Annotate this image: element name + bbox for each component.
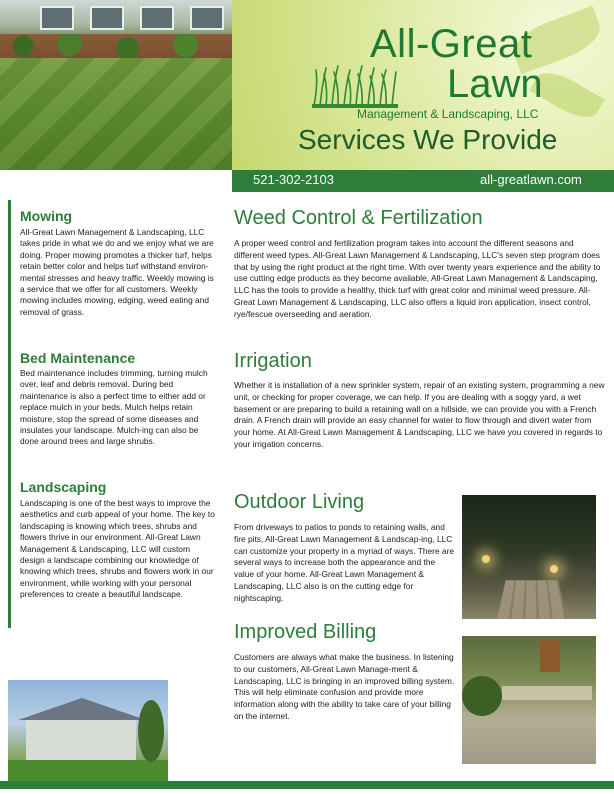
shrub [462,676,502,716]
landscape-light [550,565,558,573]
house-window [140,6,174,30]
section-title-outdoor-living: Outdoor Living [234,491,365,513]
section-body-outdoor-living: From driveways to patios to ponds to retaining walls, and fire pits, All-Great Lawn Management & Landscap-ing, LLC can customize your property in a myriad of ways. There are several ways to increase both the appearance and the value of your home. All-Great Lawn Management & Landscaping, LLC also is on the cutting edge for nightscaping. [234,522,455,603]
house-roof [18,698,146,720]
house-tree [138,700,164,762]
house-window [40,6,74,30]
brand-name-line1: All-Great [370,22,533,66]
yard-walkway-photo [462,636,596,764]
patio-night-photo [462,495,596,619]
lawn-photo [0,0,232,170]
section-body-weed-control: A proper weed control and fertilization program takes into account the different seasons and different weed types. All-Great Lawn Management & Landscaping, LLC's seven step program does that by using the right product at the right time. With over twenty years experience and the ability to use cutting edge products as they become available, All-Great Lawn Management & Landscaping, LLC has the tools to provide a healthy, thick turf with great color and minimal weed pressure. All-Great Lawn Management & Landscaping, LLC also offers a liquid iron application, insect control, rye/fescue overseeding and aeration. [234,238,601,319]
brand-name-line2: Lawn [447,62,543,106]
sidebar-title-landscaping: Landscaping [20,479,107,495]
shrub-bed [0,34,232,58]
section-body-improved-billing: Customers are always what make the business. In listening to our customers, All-Great Lawn Manage-ment & Landscaping, LLC is bringing in an improved billing system. This will help eliminate confusion and provide more information along with the ability to take care of your billing on the internet. [234,652,455,721]
house-door [540,640,560,672]
section-title-irrigation: Irrigation [234,350,312,372]
sidebar-body-bed-maintenance: Bed maintenance includes trimming, turning mulch over, leaf and debris removal. During bed maintenance is also a perfect time to either add or replace mulch in your beds. Mulch helps retain moisture, stop the spread of some diseases and insulates your landscape. Mulch-ing can also be done around trees and large shrubs. [20,368,208,447]
house-photo [8,680,168,788]
section-title-weed-control: Weed Control & Fertilization [234,207,483,229]
sidebar-body-landscaping: Landscaping is one of the best ways to improve the aesthetics and curb appeal of your home. The key to landscaping is knowing which trees, shrubs and flowers thrive in our environment. All-Great Lawn Management & Landscaping, LLC will custom design a landscape combining our knowledge of knowing which trees, shrubs and flowers work in our environment, while working with your personal preferences to create a beautiful landscape. [20,498,215,600]
section-body-irrigation: Whether it is installation of a new sprinkler system, repair of an existing system, programming a new unit, or checking for proper coverage, we can help. If you are dealing with a soggy yard, a wet basement or are preparing to build a retaining wall on a hillside, we can provide you with a French drain. A French drain will provide an easy channel for water to flow through and divert water from your home. At All-Great Lawn Management & Landscaping, LLC we have you covered in regards to your irrigation concerns. [234,380,605,449]
sidebar-title-bed-maintenance: Bed Maintenance [20,350,136,366]
sidebar-body-mowing: All-Great Lawn Management & Landscaping, LLC takes pride in what we do and we enjoy what we are doing. Proper mowing promotes a thicker turf, helps retain better color and helps turf withstand environ-mental stresses and heavy traffic. Weekly mowing is a service that we offer for all customers. Weekly mowing includes mowing, edging, weed eating and removal of grass. [20,227,214,317]
brand-subtitle: Management & Landscaping, LLC [357,107,539,121]
section-title-improved-billing: Improved Billing [234,621,377,643]
landscape-light [482,555,490,563]
phone-number: 521-302-2103 [253,172,334,187]
footer-rule [0,781,614,789]
stone-step [502,686,592,700]
house-window [90,6,124,30]
house-body [26,716,136,760]
house-window [190,6,224,30]
grass-logo-icon [312,64,398,108]
website-link[interactable]: all-greatlawn.com [480,172,582,187]
sidebar-title-mowing: Mowing [20,208,73,224]
paver-path [497,580,567,619]
page-headline: Services We Provide [298,124,558,155]
